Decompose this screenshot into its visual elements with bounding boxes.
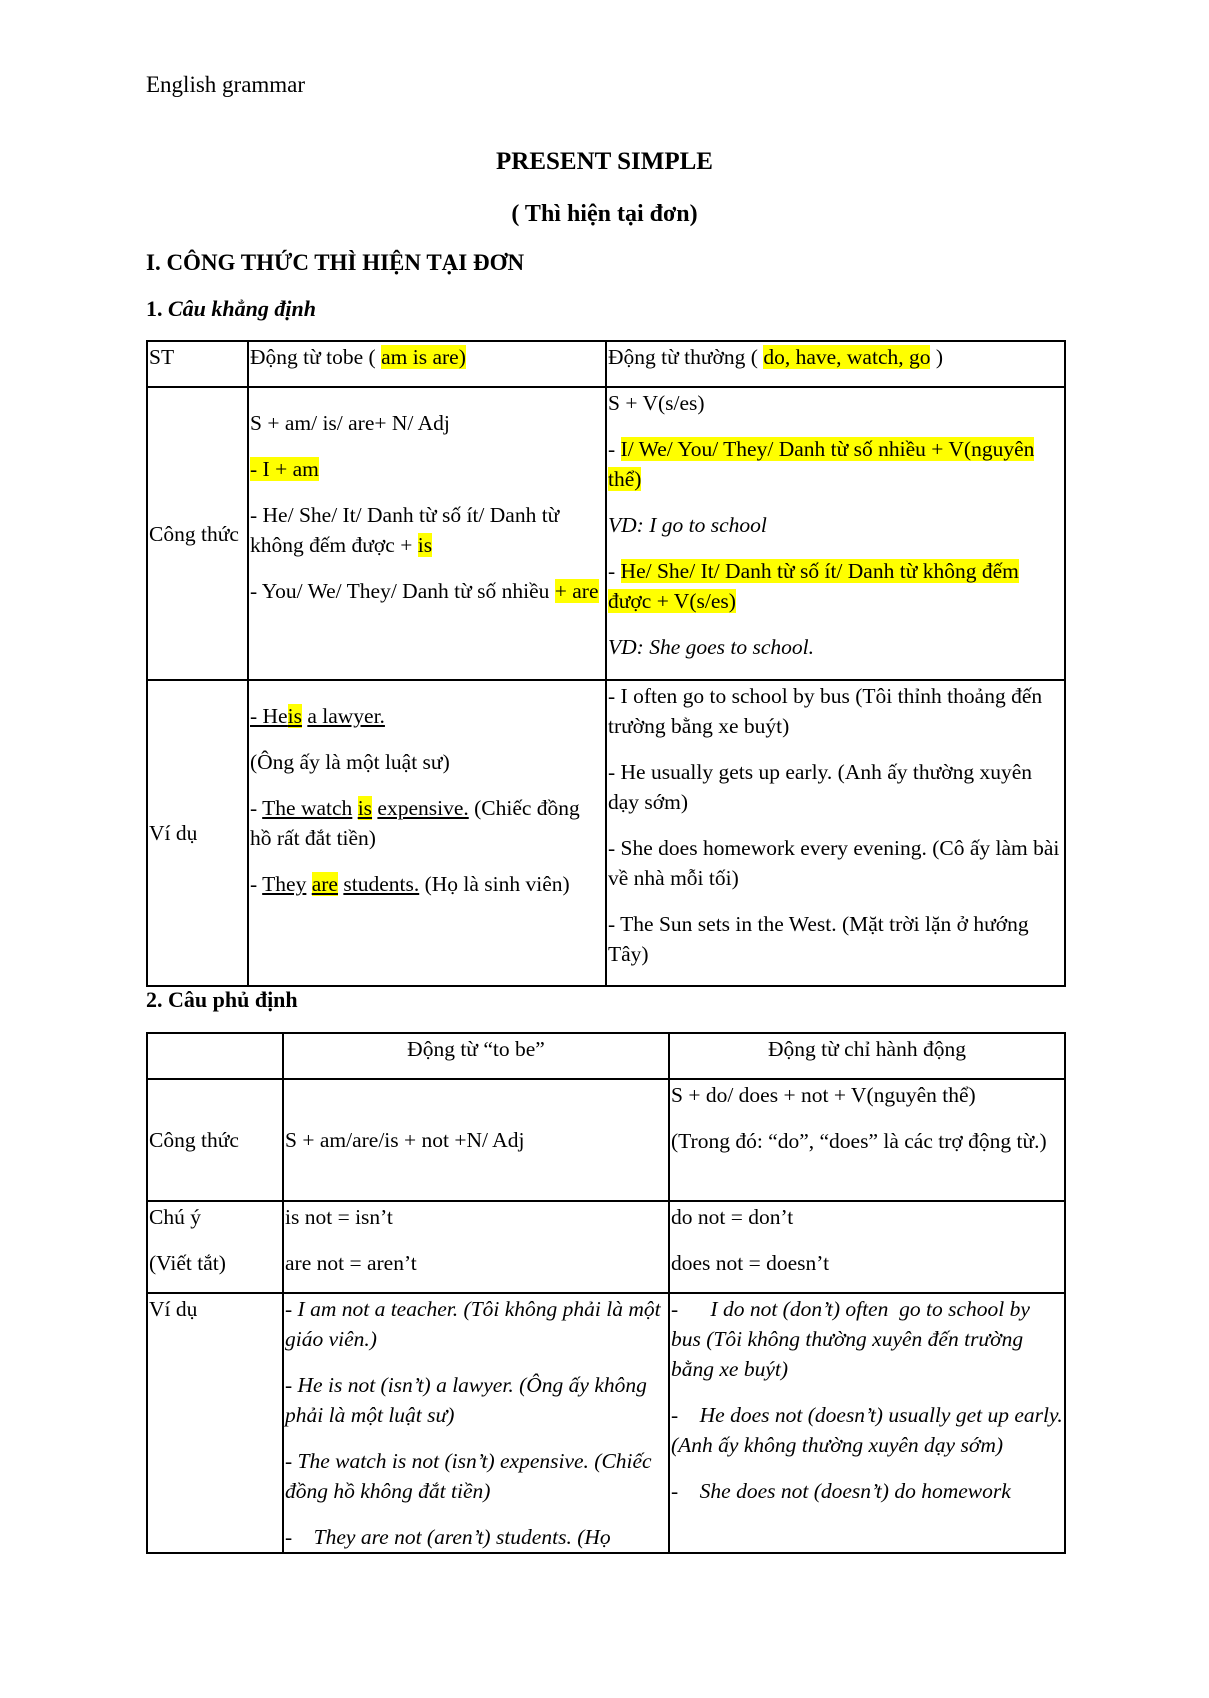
example-line: - I am not a teacher. (Tôi không phải là một giáo viên.) [285, 1297, 661, 1351]
example-text: They [262, 872, 307, 896]
formula-cell [606, 387, 1065, 680]
header-cell [248, 341, 606, 387]
document-title: PRESENT SIMPLE [496, 148, 713, 175]
formula-line: S + am/ is/ are+ N/ Adj [250, 411, 450, 435]
negative-table [146, 1032, 1069, 1554]
section-heading: I. CÔNG THỨC THÌ HIỆN TẠI ĐƠN [146, 250, 525, 275]
translation-text: (Chiếc đồng hồ rất đắt tiền) [250, 796, 580, 850]
formula-line: S + do/ does + not + V(nguyên thể) [671, 1083, 976, 1107]
table-row [147, 1293, 1065, 1553]
highlight: is [287, 704, 302, 728]
table-row [147, 1079, 1065, 1201]
document-subtitle: ( Thì hiện tại đơn) [511, 201, 698, 227]
note-line: is not = isn’t [285, 1205, 393, 1229]
formula-cell: S + am/are/is + not +N/ Adj [283, 1079, 669, 1201]
example-line: - She does homework every evening. (Cô ấy làm bài về nhà mỗi tối) [608, 836, 1060, 890]
highlight: do, have, watch, go [763, 345, 931, 369]
running-header: English grammar [146, 72, 306, 97]
translation-text: (Họ là sinh viên) [424, 872, 570, 896]
highlight: + are [554, 579, 599, 603]
formula-line: S + V(s/es) [608, 391, 705, 415]
example-line: - She does not (doesn’t) do homework [671, 1479, 1011, 1503]
row-label-line: (Viết tắt) [149, 1251, 226, 1275]
row-label [147, 1201, 283, 1293]
example-line: - I do not (don’t) often go to school by bus (Tôi không thường xuyên đến trường bằng xe buýt) [671, 1297, 1036, 1381]
table-row [147, 387, 1065, 680]
example-line: - I often go to school by bus (Tôi thỉnh thoảng đến trường bằng xe buýt) [608, 684, 1043, 738]
header-cell: Động từ “to be” [283, 1033, 669, 1079]
note-line: are not = aren’t [285, 1251, 417, 1275]
example-cell [606, 680, 1065, 986]
example-cell [248, 680, 606, 986]
table-row [147, 341, 1065, 387]
table-row [147, 1201, 1065, 1293]
highlight: is [417, 533, 433, 557]
example-cell [669, 1293, 1069, 1553]
subheading-negative: 2. Câu phủ định [146, 987, 298, 1012]
example-text: a lawyer. [307, 704, 385, 728]
affirmative-table [146, 340, 1066, 987]
row-label: Ví dụ [147, 680, 248, 986]
example-line: - The watch is not (isn’t) expensive. (Chiếc đồng hồ không đắt tiền) [285, 1449, 652, 1503]
example-line: - He does not (doesn’t) usually get up early. (Anh ấy không thường xuyên dạy sớm) [671, 1403, 1069, 1457]
example-cell [283, 1293, 669, 1553]
formula-line [250, 576, 604, 606]
formula-text: - [608, 437, 616, 461]
subheading-number: 1. [146, 296, 163, 321]
row-label: Ví dụ [147, 1293, 283, 1553]
formula-cell [669, 1079, 1065, 1201]
subheading-label: Câu khẳng định [168, 296, 316, 321]
example-line [250, 793, 604, 853]
example-line: VD: I go to school [608, 513, 767, 537]
example-line [250, 701, 604, 731]
row-label-line: Chú ý [149, 1205, 201, 1229]
header-cell [147, 1033, 283, 1079]
example-text: expensive. [377, 796, 469, 820]
example-line [250, 869, 604, 899]
highlight: I/ We/ You/ They/ Danh từ số nhiều + V(nguyên thể) [608, 437, 1035, 491]
translation-line: (Ông ấy là một luật sư) [250, 750, 450, 774]
formula-line [608, 434, 1063, 494]
formula-text: - [608, 559, 616, 583]
highlight: He/ She/ It/ Danh từ số ít/ Danh từ không đếm được + V(s/es) [608, 559, 1019, 613]
formula-text: - You/ We/ They/ Danh từ số nhiều [250, 579, 550, 603]
note-line: do not = don’t [671, 1205, 794, 1229]
formula-line [250, 454, 604, 484]
example-text: - He [250, 704, 288, 728]
table-row [147, 680, 1065, 986]
header-text: Động từ thường ( [608, 345, 758, 369]
note-line: does not = doesn’t [671, 1251, 830, 1275]
example-line: VD: She goes to school. [608, 635, 815, 659]
example-line: - The Sun sets in the West. (Mặt trời lặn ở hướng Tây) [608, 912, 1029, 966]
example-line: - He is not (isn’t) a lawyer. (Ông ấy không phải là một luật sư) [285, 1373, 647, 1427]
header-cell [606, 341, 1065, 387]
formula-line [250, 500, 604, 560]
highlight: - I + am [250, 457, 319, 481]
table-row [147, 1033, 1065, 1079]
formula-text: - He/ She/ It/ Danh từ số ít/ Danh từ không đếm được + [250, 503, 560, 557]
subheading-affirmative [146, 296, 316, 322]
note-cell [283, 1201, 669, 1293]
example-line: - He usually gets up early. (Anh ấy thường xuyên dạy sớm) [608, 760, 1033, 814]
row-label: Công thức [147, 387, 248, 680]
highlight: am is are) [381, 345, 466, 369]
header-text: ) [935, 345, 944, 369]
example-line: - They are not (aren’t) students. (Họ [285, 1525, 611, 1549]
formula-line [608, 556, 1063, 616]
example-text: - [250, 796, 258, 820]
header-cell: ST [147, 341, 248, 387]
header-text: Động từ tobe ( [250, 345, 376, 369]
example-text: - [250, 872, 258, 896]
example-text: The watch [262, 796, 353, 820]
formula-cell [248, 387, 606, 680]
highlight: are [311, 872, 338, 896]
row-label: Công thức [147, 1079, 283, 1201]
highlight: is [357, 796, 373, 820]
header-cell: Động từ chỉ hành động [669, 1033, 1065, 1079]
note-cell [669, 1201, 1065, 1293]
example-text: students. [343, 872, 420, 896]
formula-note: (Trong đó: “do”, “does” là các trợ động từ.) [671, 1129, 1047, 1153]
